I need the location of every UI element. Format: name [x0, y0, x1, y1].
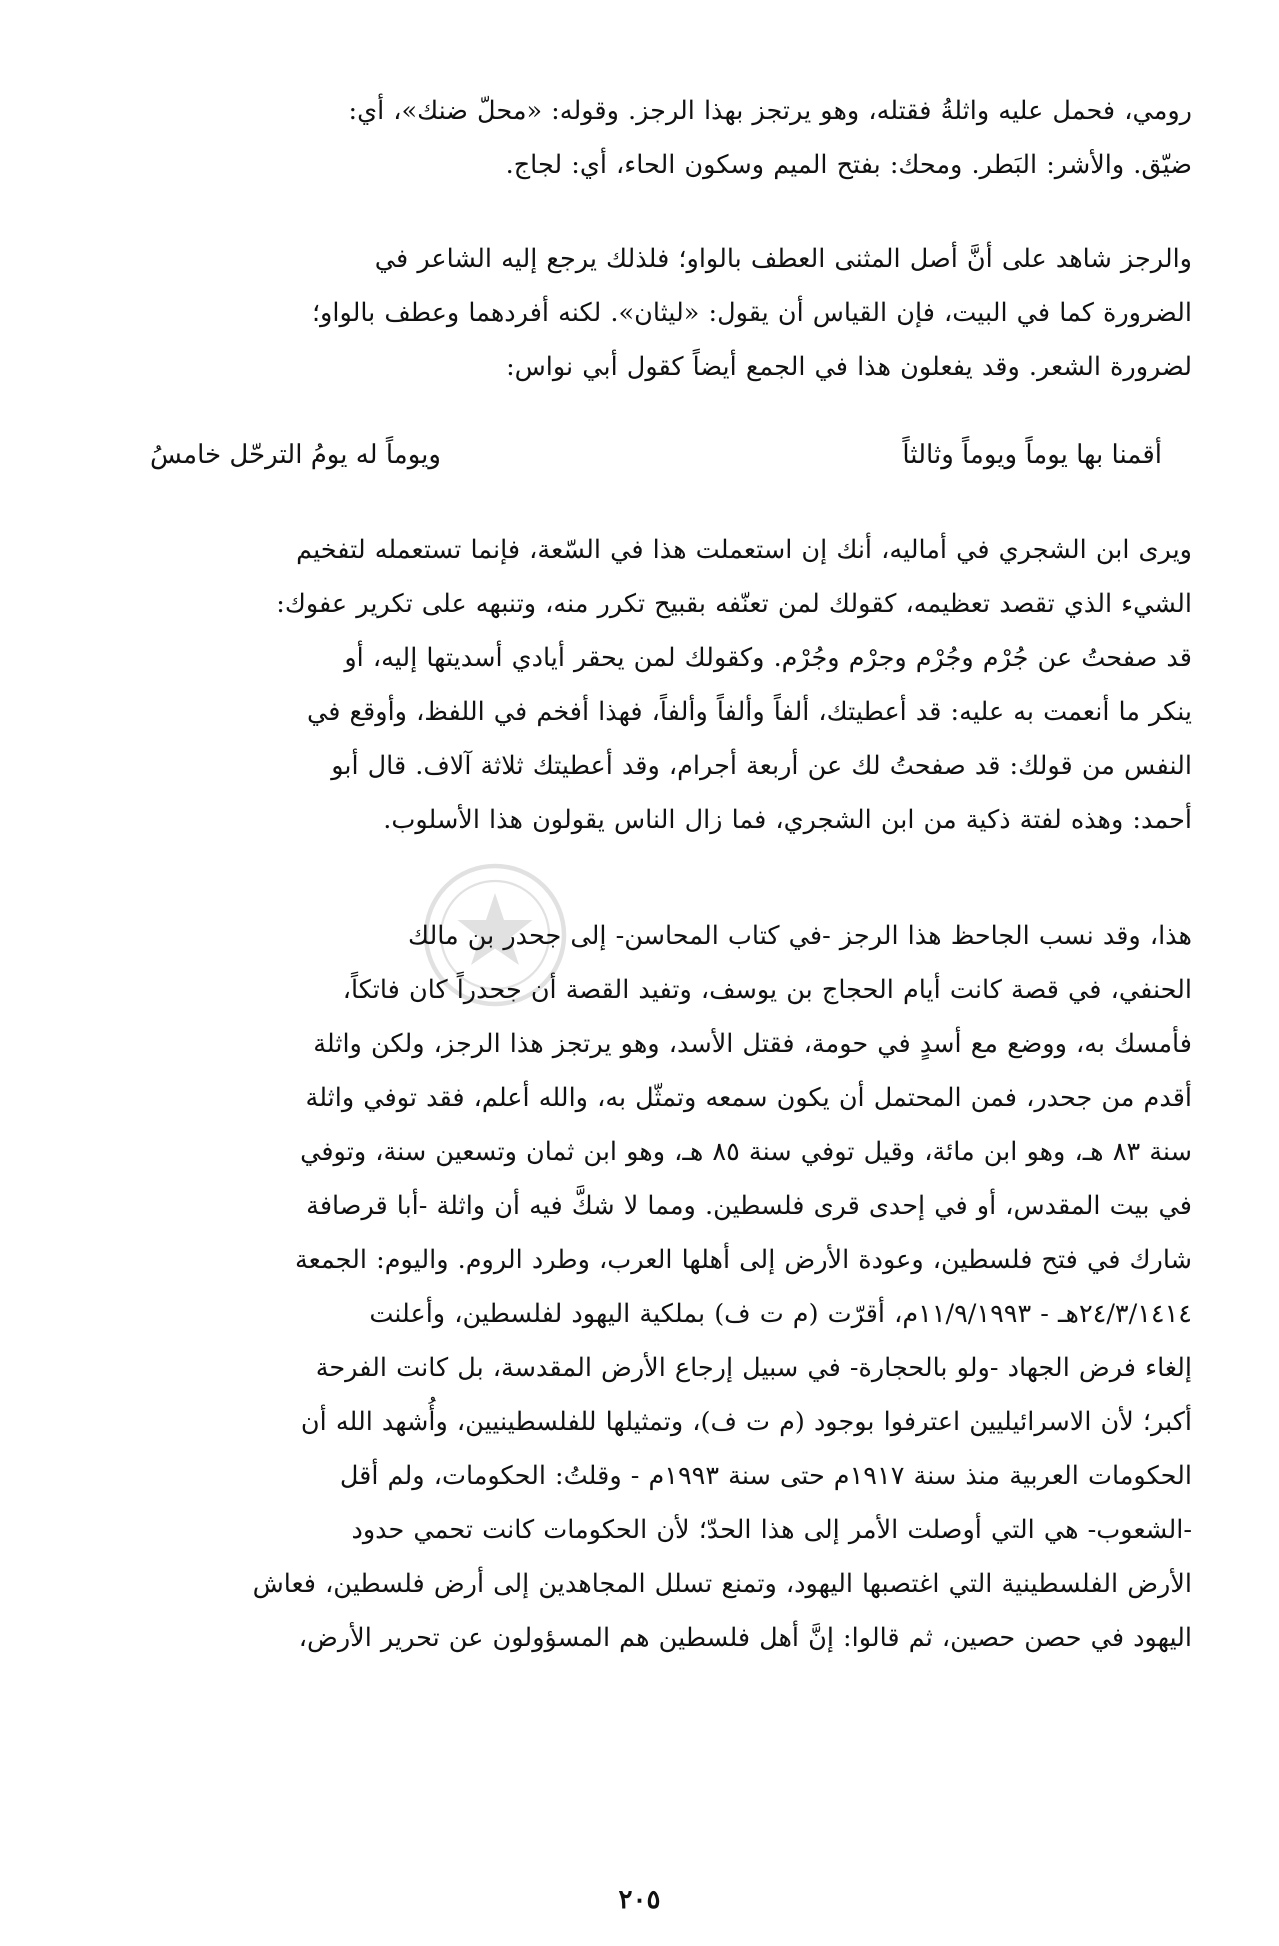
text-line: والرجز شاهد على أنَّ أصل المثنى العطف بالواو؛ فلذلك يرجع إليه الشاعر في	[374, 244, 1192, 274]
text-line: شارك في فتح فلسطين، وعودة الأرض إلى أهلها العرب، وطرد الروم. واليوم: الجمعة	[294, 1245, 1192, 1275]
verse-first-hemistich: أقمنا بها يوماً ويوماً وثالثاً	[902, 440, 1162, 470]
text-line: الحكومات العربية منذ سنة ١٩١٧م حتى سنة ١٩٩٣م - وقلتُ: الحكومات، ولم أقل	[339, 1461, 1192, 1491]
text-line: الضرورة كما في البيت، فإن القياس أن يقول: «ليثان». لكنه أفردهما وعطف بالواو؛	[311, 298, 1192, 328]
text-line: -الشعوب- هي التي أوصلت الأمر إلى هذا الحدّ؛ لأن الحكومات كانت تحمي حدود	[351, 1515, 1192, 1545]
text-line: أكبر؛ لأن الاسرائيليين اعترفوا بوجود (م ت ف)، وتمثيلها للفلسطينيين، وأُشهد الله أن	[300, 1407, 1192, 1437]
text-line: ينكر ما أنعمت به عليه: قد أعطيتك، ألفاً وألفاً وألفاً، فهذا أفخم في اللفظ، وأوقع في	[306, 697, 1192, 727]
text-line: لضرورة الشعر. وقد يفعلون هذا في الجمع أيضاً كقول أبي نواس:	[506, 352, 1192, 382]
text-line: إلغاء فرض الجهاد -ولو بالحجارة- في سبيل إرجاع الأرض المقدسة، بل كانت الفرحة	[315, 1353, 1192, 1383]
text-line: الأرض الفلسطينية التي اغتصبها اليهود، وتمنع تسلل المجاهدين إلى أرض فلسطين، فعاش	[252, 1569, 1192, 1599]
text-line: قد صفحتُ عن جُرْم وجُرْم وجرْم وجُرْم. وكقولك لمن يحقر أيادي أسديتها إليه، أو	[344, 643, 1192, 673]
text-line: سنة ٨٣ هـ، وهو ابن مائة، وقيل توفي سنة ٨٥ هـ، وهو ابن ثمان وتسعين سنة، وتوفي	[300, 1137, 1192, 1167]
text-line: الحنفي، في قصة كانت أيام الحجاج بن يوسف، وتفيد القصة أن جحدراً كان فاتكاً،	[342, 975, 1192, 1005]
text-line: أحمد: وهذه لفتة ذكية من ابن الشجري، فما زال الناس يقولون هذا الأسلوب.	[383, 805, 1192, 835]
paragraph-4	[92, 909, 1192, 1665]
text-line: هذا، وقد نسب الجاحظ هذا الرجز -في كتاب المحاسن- إلى جحدر بن مالك	[407, 921, 1192, 951]
paragraph-1	[92, 84, 1192, 192]
text-line: رومي، فحمل عليه واثلةُ فقتله، وهو يرتجز بهذا الرجز. وقوله: «محلّ ضنك»، أي:	[348, 96, 1192, 126]
text-line: الشيء الذي تقصد تعظيمه، كقولك لمن تعنّفه بقبيح تكرر منه، وتنبهه على تكرير عفوك:	[276, 589, 1192, 619]
text-line: اليهود في حصن حصين، ثم قالوا: إنَّ أهل فلسطين هم المسؤولون عن تحرير الأرض،	[298, 1623, 1192, 1653]
text-line: ضيّق. والأشر: البَطر. ومحك: بفتح الميم وسكون الحاء، أي: لجاج.	[505, 150, 1192, 180]
text-line: ٢٤/٣/١٤١٤هـ - ١١/٩/١٩٩٣م، أقرّت (م ت ف) بملكية اليهود لفلسطين، وأعلنت	[369, 1299, 1192, 1329]
text-line: في بيت المقدس، أو في إحدى قرى فلسطين. ومما لا شكَّ فيه أن واثلة -أبا قرصافة	[306, 1191, 1192, 1221]
page-number: ٢٠٥	[618, 1885, 661, 1915]
paragraph-3	[92, 523, 1192, 847]
poetry-verse	[150, 430, 1162, 480]
text-line: ويرى ابن الشجري في أماليه، أنك إن استعملت هذا في السّعة، فإنما تستعمله لتفخيم	[296, 535, 1192, 565]
text-line: أقدم من جحدر، فمن المحتمل أن يكون سمعه وتمثّل به، والله أعلم، فقد توفي واثلة	[305, 1083, 1192, 1113]
text-line: فأمسك به، ووضع مع أسدٍ في حومة، فقتل الأسد، وهو يرتجز هذا الرجز، ولكن واثلة	[313, 1029, 1192, 1059]
paragraph-2	[92, 232, 1192, 394]
text-line: النفس من قولك: قد صفحتُ لك عن أربعة أجرام، وقد أعطيتك ثلاثة آلاف. قال أبو	[331, 751, 1192, 781]
verse-second-hemistich: ويوماً له يومُ الترحّل خامسُ	[150, 440, 441, 470]
